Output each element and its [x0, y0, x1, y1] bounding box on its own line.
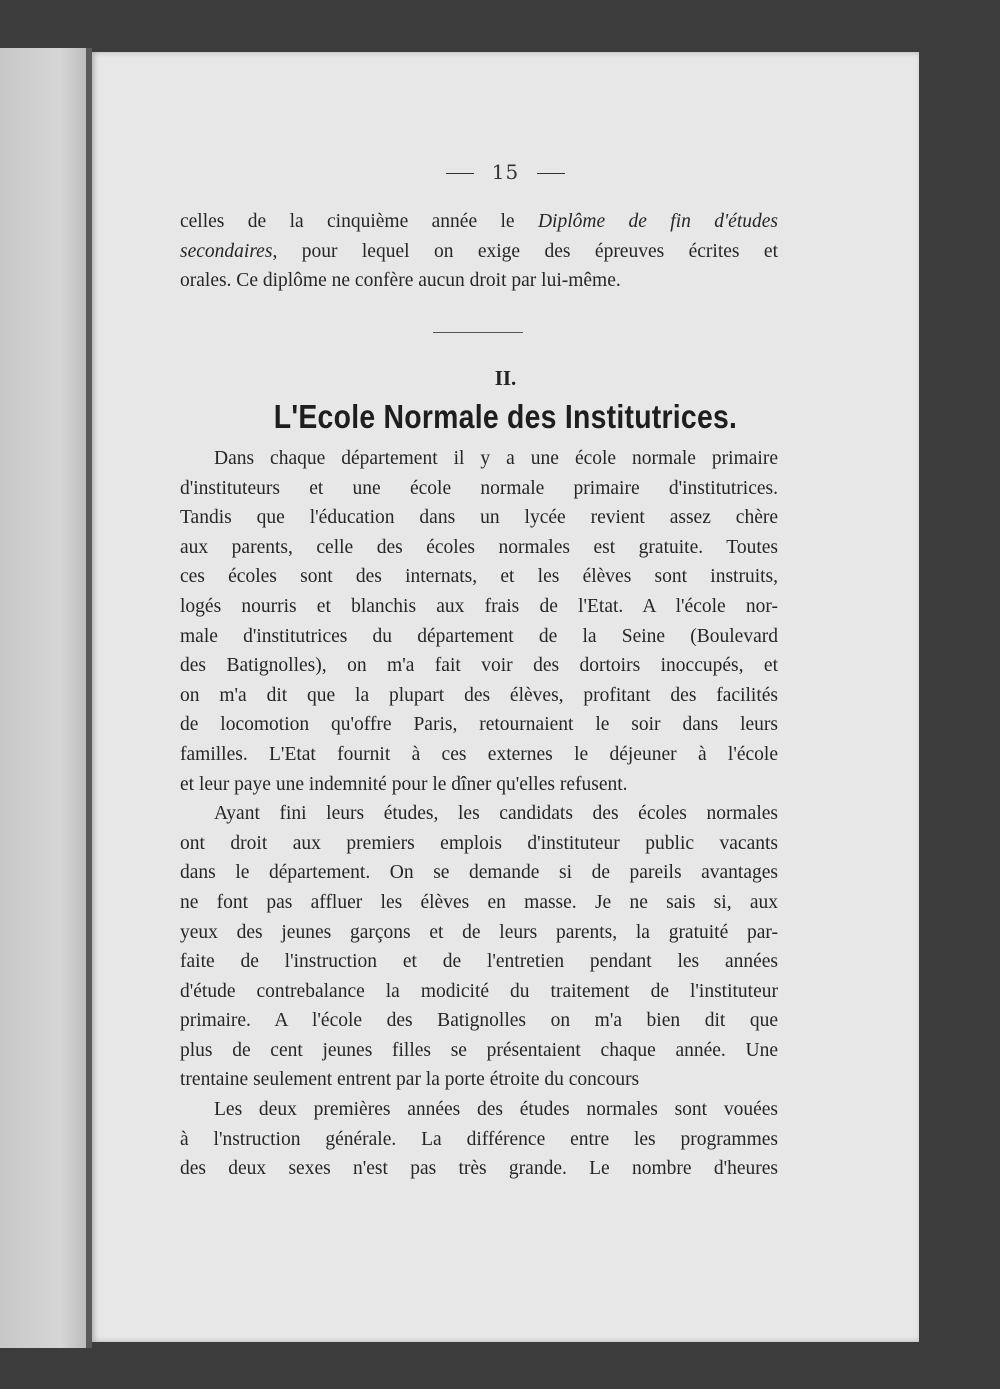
body-line: trentaine seulement entrent par la porte étroite du concours — [180, 1069, 640, 1091]
body-line: ces écoles sont des internats, et les élèves sont instruits, — [180, 566, 778, 588]
body-line: Les deux premières années des études normales sont vouées — [214, 1099, 778, 1121]
body-line: d'instituteurs et une école normale primaire d'institutrices. — [180, 477, 778, 499]
body-line: à l'nstruction générale. La différence entre les programmes — [180, 1128, 778, 1150]
section-divider — [433, 332, 523, 333]
intro-line-1: celles de la cinquième année le Diplôme de fin d'études — [180, 211, 778, 232]
body-line: on m'a dit que la plupart des élèves, profitant des facilités — [180, 684, 778, 706]
body-line: plus de cent jeunes filles se présentaient chaque année. Une — [180, 1039, 778, 1061]
body-line: logés nourris et blanchis aux frais de l'Etat. A l'école nor- — [180, 595, 778, 617]
section-number: II. — [494, 366, 517, 390]
body-line: familles. L'Etat fournit à ces externes le déjeuner à l'école — [180, 743, 778, 765]
body-line: des deux sexes n'est pas très grande. Le nombre d'heures — [180, 1158, 778, 1180]
body-line: ont droit aux premiers emplois d'instituteur public vacants — [180, 832, 778, 854]
body-line: yeux des jeunes garçons et de leurs parents, la gratuité par- — [180, 921, 778, 943]
intro-line-2: secondaires, pour lequel on exige des épreuves écrites et — [180, 240, 778, 262]
body-line: Dans chaque département il y a une école normale primaire — [214, 448, 778, 469]
body-line: et leur paye une indemnité pour le dîner qu'elles refusent. — [180, 773, 628, 795]
body-line: de locomotion qu'offre Paris, retournaient le soir dans leurs — [180, 714, 778, 736]
body-line: Ayant fini leurs études, les candidats des écoles normales — [214, 803, 778, 825]
page-number — [92, 160, 919, 184]
intro-line-3: orales. Ce diplôme ne confère aucun droit par lui-même. — [180, 270, 621, 292]
body-line: faite de l'instruction et de l'entretien pendant les années — [180, 951, 778, 973]
body-line: Tandis que l'éducation dans un lycée revient assez chère — [180, 507, 778, 529]
section-title: L'Ecole Normale des Institutrices. — [273, 398, 738, 435]
page-number-dash-left — [446, 173, 474, 174]
body-line: primaire. A l'école des Batignolles on m'a bien dit que — [180, 1010, 778, 1032]
body-line: male d'institutrices du département de la Seine (Boulevard — [180, 625, 778, 647]
body-line: des Batignolles), on m'a fait voir des dortoirs inoccupés, et — [180, 655, 778, 677]
body-line: aux parents, celle des écoles normales est gratuite. Toutes — [180, 536, 778, 558]
page-number-text: 15 — [491, 160, 520, 184]
body-line: ne font pas affluer les élèves en masse. Je ne sais si, aux — [180, 891, 778, 913]
intro-paragraph — [180, 207, 778, 296]
body-line: d'étude contrebalance la modicité du traitement de l'instituteur — [180, 980, 778, 1002]
body-text — [180, 444, 778, 1184]
book-page — [92, 52, 919, 1342]
body-line: dans le département. On se demande si de pareils avantages — [180, 862, 778, 884]
facing-page-edge — [0, 48, 88, 1348]
page-number-dash-right — [537, 173, 565, 174]
